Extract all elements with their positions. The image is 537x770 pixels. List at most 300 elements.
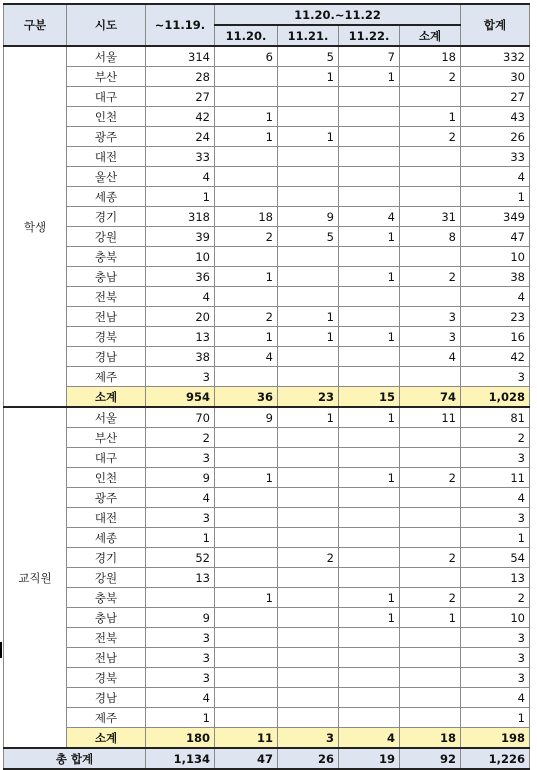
value-cell-sub: 1 xyxy=(400,608,461,628)
subtotal-cell-before: 954 xyxy=(146,387,215,408)
value-cell-d22 xyxy=(339,628,400,648)
student-row xyxy=(4,46,530,67)
region-cell: 광주 xyxy=(67,488,146,508)
value-cell-before: 9 xyxy=(146,468,215,488)
value-cell-total: 16 xyxy=(461,327,530,347)
value-cell-d20 xyxy=(215,688,278,708)
region-cell: 강원 xyxy=(67,568,146,588)
student-row xyxy=(4,107,530,127)
value-cell-d20: 2 xyxy=(215,227,278,247)
student-row xyxy=(4,367,530,387)
header-subtotal: 소계 xyxy=(400,25,461,46)
value-cell-sub xyxy=(400,628,461,648)
value-cell-total: 27 xyxy=(461,87,530,107)
grand-total-cell-d21: 26 xyxy=(278,748,339,769)
value-cell-total: 11 xyxy=(461,468,530,488)
value-cell-sub: 3 xyxy=(400,307,461,327)
value-cell-d20: 9 xyxy=(215,407,278,428)
value-cell-sub xyxy=(400,528,461,548)
value-cell-sub xyxy=(400,508,461,528)
value-cell-d21 xyxy=(278,668,339,688)
value-cell-d22 xyxy=(339,688,400,708)
value-cell-d20 xyxy=(215,668,278,688)
value-cell-before: 13 xyxy=(146,568,215,588)
value-cell-d20 xyxy=(215,367,278,387)
region-cell: 대전 xyxy=(67,147,146,167)
value-cell-d22 xyxy=(339,568,400,588)
region-cell: 경남 xyxy=(67,688,146,708)
value-cell-before: 3 xyxy=(146,668,215,688)
value-cell-total: 42 xyxy=(461,347,530,367)
value-cell-total: 1 xyxy=(461,528,530,548)
student-row xyxy=(4,127,530,147)
region-cell: 강원 xyxy=(67,227,146,247)
value-cell-d21 xyxy=(278,648,339,668)
student-row xyxy=(4,287,530,307)
value-cell-total: 30 xyxy=(461,67,530,87)
header-d20: 11.20. xyxy=(215,25,278,46)
value-cell-d22 xyxy=(339,167,400,187)
value-cell-total: 54 xyxy=(461,548,530,568)
value-cell-d20: 18 xyxy=(215,207,278,227)
header-before: ~11.19. xyxy=(146,4,215,46)
value-cell-total: 81 xyxy=(461,407,530,428)
staff-row xyxy=(4,588,530,608)
region-cell: 부산 xyxy=(67,67,146,87)
value-cell-total: 3 xyxy=(461,508,530,528)
value-cell-d20 xyxy=(215,287,278,307)
value-cell-d21 xyxy=(278,608,339,628)
value-cell-d22 xyxy=(339,107,400,127)
value-cell-before: 3 xyxy=(146,648,215,668)
value-cell-d20: 1 xyxy=(215,127,278,147)
value-cell-d21 xyxy=(278,508,339,528)
header-category: 구분 xyxy=(4,4,67,46)
value-cell-before: 3 xyxy=(146,448,215,468)
value-cell-d21 xyxy=(278,628,339,648)
covid-cases-table xyxy=(3,3,530,770)
value-cell-total: 2 xyxy=(461,428,530,448)
region-cell: 울산 xyxy=(67,167,146,187)
value-cell-total: 4 xyxy=(461,688,530,708)
value-cell-d20 xyxy=(215,528,278,548)
value-cell-d22 xyxy=(339,488,400,508)
grand-total-cell-d22: 19 xyxy=(339,748,400,769)
region-cell: 서울 xyxy=(67,407,146,428)
value-cell-d22 xyxy=(339,648,400,668)
value-cell-sub xyxy=(400,367,461,387)
region-cell: 세종 xyxy=(67,528,146,548)
value-cell-before: 3 xyxy=(146,628,215,648)
subtotal-label: 소계 xyxy=(67,387,146,408)
subtotal-cell-before: 180 xyxy=(146,728,215,749)
value-cell-d20 xyxy=(215,568,278,588)
grand-total-row xyxy=(4,748,530,769)
value-cell-d21 xyxy=(278,147,339,167)
header-region: 시도 xyxy=(67,4,146,46)
value-cell-d21: 1 xyxy=(278,127,339,147)
value-cell-sub: 3 xyxy=(400,327,461,347)
value-cell-before: 24 xyxy=(146,127,215,147)
region-cell: 충남 xyxy=(67,608,146,628)
value-cell-d22 xyxy=(339,548,400,568)
value-cell-before: 314 xyxy=(146,46,215,67)
region-cell: 제주 xyxy=(67,708,146,728)
value-cell-total: 43 xyxy=(461,107,530,127)
value-cell-d21 xyxy=(278,367,339,387)
value-cell-sub: 11 xyxy=(400,407,461,428)
subtotal-cell-d22: 4 xyxy=(339,728,400,749)
value-cell-sub: 18 xyxy=(400,46,461,67)
value-cell-sub: 2 xyxy=(400,127,461,147)
value-cell-total: 10 xyxy=(461,247,530,267)
value-cell-d22 xyxy=(339,708,400,728)
region-cell: 대구 xyxy=(67,448,146,468)
value-cell-d22 xyxy=(339,347,400,367)
table-body xyxy=(4,46,530,769)
subtotal-cell-total: 198 xyxy=(461,728,530,749)
value-cell-d21 xyxy=(278,247,339,267)
value-cell-sub: 1 xyxy=(400,107,461,127)
value-cell-d21 xyxy=(278,528,339,548)
value-cell-before: 3 xyxy=(146,508,215,528)
value-cell-d20 xyxy=(215,648,278,668)
region-cell: 충북 xyxy=(67,588,146,608)
value-cell-before: 20 xyxy=(146,307,215,327)
value-cell-d22: 1 xyxy=(339,327,400,347)
value-cell-before: 1 xyxy=(146,528,215,548)
value-cell-before: 1 xyxy=(146,187,215,207)
header-total: 합계 xyxy=(461,4,530,46)
header-d22: 11.22. xyxy=(339,25,400,46)
value-cell-sub xyxy=(400,488,461,508)
value-cell-total: 38 xyxy=(461,267,530,287)
value-cell-d21 xyxy=(278,347,339,367)
value-cell-d22 xyxy=(339,428,400,448)
value-cell-d20 xyxy=(215,167,278,187)
student-row xyxy=(4,347,530,367)
students-group-label: 학생 xyxy=(4,46,67,407)
value-cell-total: 26 xyxy=(461,127,530,147)
value-cell-total: 3 xyxy=(461,448,530,468)
value-cell-d21 xyxy=(278,167,339,187)
staff-row xyxy=(4,648,530,668)
staff-row xyxy=(4,407,530,428)
region-cell: 충북 xyxy=(67,247,146,267)
staff-row xyxy=(4,428,530,448)
value-cell-d22 xyxy=(339,127,400,147)
value-cell-d21: 9 xyxy=(278,207,339,227)
value-cell-d22 xyxy=(339,367,400,387)
value-cell-sub: 2 xyxy=(400,588,461,608)
value-cell-total: 3 xyxy=(461,367,530,387)
value-cell-sub: 8 xyxy=(400,227,461,247)
region-cell: 경북 xyxy=(67,327,146,347)
value-cell-before: 13 xyxy=(146,327,215,347)
value-cell-d22: 1 xyxy=(339,407,400,428)
value-cell-sub: 4 xyxy=(400,347,461,367)
value-cell-d21: 1 xyxy=(278,327,339,347)
value-cell-sub: 2 xyxy=(400,548,461,568)
value-cell-d20: 1 xyxy=(215,267,278,287)
staff-row xyxy=(4,708,530,728)
grand-total-cell-sub: 92 xyxy=(400,748,461,769)
value-cell-sub xyxy=(400,688,461,708)
subtotal-cell-d20: 11 xyxy=(215,728,278,749)
staff-row xyxy=(4,668,530,688)
value-cell-d20 xyxy=(215,147,278,167)
value-cell-d22 xyxy=(339,147,400,167)
student-row xyxy=(4,207,530,227)
value-cell-before: 4 xyxy=(146,488,215,508)
subtotal-cell-d21: 3 xyxy=(278,728,339,749)
table-header xyxy=(4,4,530,46)
subtotal-cell-sub: 18 xyxy=(400,728,461,749)
value-cell-sub xyxy=(400,428,461,448)
value-cell-total: 4 xyxy=(461,287,530,307)
value-cell-before: 42 xyxy=(146,107,215,127)
value-cell-before: 1 xyxy=(146,708,215,728)
staff-row xyxy=(4,608,530,628)
student-row xyxy=(4,147,530,167)
header-period: 11.20.~11.22 xyxy=(215,4,461,25)
staff-row xyxy=(4,488,530,508)
value-cell-before: 9 xyxy=(146,608,215,628)
student-row xyxy=(4,67,530,87)
value-cell-before: 3 xyxy=(146,367,215,387)
value-cell-sub xyxy=(400,167,461,187)
region-cell: 인천 xyxy=(67,107,146,127)
margin-mark xyxy=(0,642,2,658)
value-cell-sub: 31 xyxy=(400,207,461,227)
region-cell: 충남 xyxy=(67,267,146,287)
region-cell: 경북 xyxy=(67,668,146,688)
value-cell-before: 52 xyxy=(146,548,215,568)
value-cell-total: 13 xyxy=(461,568,530,588)
region-cell: 서울 xyxy=(67,46,146,67)
value-cell-d20: 2 xyxy=(215,307,278,327)
region-cell: 경기 xyxy=(67,548,146,568)
subtotal-cell-d22: 15 xyxy=(339,387,400,408)
value-cell-before: 4 xyxy=(146,287,215,307)
grand-total-cell-total: 1,226 xyxy=(461,748,530,769)
value-cell-d22: 1 xyxy=(339,588,400,608)
value-cell-sub xyxy=(400,247,461,267)
region-cell: 세종 xyxy=(67,187,146,207)
staff-row xyxy=(4,448,530,468)
value-cell-d20: 4 xyxy=(215,347,278,367)
value-cell-d21 xyxy=(278,708,339,728)
staff-row xyxy=(4,628,530,648)
value-cell-d20 xyxy=(215,448,278,468)
region-cell: 전북 xyxy=(67,287,146,307)
region-cell: 대전 xyxy=(67,508,146,528)
value-cell-d20 xyxy=(215,548,278,568)
value-cell-d22 xyxy=(339,287,400,307)
region-cell: 경기 xyxy=(67,207,146,227)
value-cell-d21 xyxy=(278,468,339,488)
value-cell-sub xyxy=(400,448,461,468)
value-cell-total: 332 xyxy=(461,46,530,67)
value-cell-before: 318 xyxy=(146,207,215,227)
region-cell: 인천 xyxy=(67,468,146,488)
student-row xyxy=(4,247,530,267)
value-cell-sub xyxy=(400,187,461,207)
value-cell-d20 xyxy=(215,247,278,267)
staff-row xyxy=(4,468,530,488)
value-cell-before: 38 xyxy=(146,347,215,367)
value-cell-d22 xyxy=(339,187,400,207)
subtotal-cell-d20: 36 xyxy=(215,387,278,408)
value-cell-before: 4 xyxy=(146,167,215,187)
value-cell-d20 xyxy=(215,628,278,648)
value-cell-sub: 2 xyxy=(400,267,461,287)
value-cell-before: 33 xyxy=(146,147,215,167)
value-cell-d22 xyxy=(339,448,400,468)
value-cell-sub xyxy=(400,708,461,728)
value-cell-d22 xyxy=(339,307,400,327)
region-cell: 제주 xyxy=(67,367,146,387)
value-cell-sub xyxy=(400,147,461,167)
value-cell-d21: 1 xyxy=(278,307,339,327)
staff-subtotal-row xyxy=(4,728,530,749)
value-cell-d22: 1 xyxy=(339,227,400,247)
subtotal-cell-total: 1,028 xyxy=(461,387,530,408)
student-row xyxy=(4,187,530,207)
value-cell-total: 4 xyxy=(461,167,530,187)
value-cell-d21 xyxy=(278,267,339,287)
value-cell-d22: 7 xyxy=(339,46,400,67)
value-cell-total: 1 xyxy=(461,187,530,207)
value-cell-total: 10 xyxy=(461,608,530,628)
grand-total-cell-before: 1,134 xyxy=(146,748,215,769)
region-cell: 전남 xyxy=(67,307,146,327)
value-cell-total: 2 xyxy=(461,588,530,608)
value-cell-total: 3 xyxy=(461,668,530,688)
stats-table-container xyxy=(3,3,530,770)
grand-total-cell-d20: 47 xyxy=(215,748,278,769)
student-row xyxy=(4,267,530,287)
region-cell: 광주 xyxy=(67,127,146,147)
value-cell-d20: 1 xyxy=(215,588,278,608)
value-cell-sub: 2 xyxy=(400,468,461,488)
student-row xyxy=(4,327,530,347)
grand-total-label: 총 합계 xyxy=(4,748,146,769)
student-row xyxy=(4,87,530,107)
value-cell-sub xyxy=(400,568,461,588)
value-cell-d21 xyxy=(278,287,339,307)
value-cell-d20 xyxy=(215,67,278,87)
value-cell-total: 1 xyxy=(461,708,530,728)
value-cell-d21 xyxy=(278,588,339,608)
value-cell-d20: 6 xyxy=(215,46,278,67)
value-cell-d22: 1 xyxy=(339,267,400,287)
value-cell-before: 4 xyxy=(146,688,215,708)
value-cell-before: 2 xyxy=(146,428,215,448)
value-cell-before: 39 xyxy=(146,227,215,247)
subtotal-cell-sub: 74 xyxy=(400,387,461,408)
value-cell-before xyxy=(146,588,215,608)
value-cell-d22 xyxy=(339,668,400,688)
region-cell: 전북 xyxy=(67,628,146,648)
value-cell-sub xyxy=(400,287,461,307)
value-cell-total: 23 xyxy=(461,307,530,327)
value-cell-d21 xyxy=(278,428,339,448)
value-cell-before: 36 xyxy=(146,267,215,287)
value-cell-d21 xyxy=(278,688,339,708)
value-cell-total: 3 xyxy=(461,628,530,648)
subtotal-cell-d21: 23 xyxy=(278,387,339,408)
value-cell-d20 xyxy=(215,488,278,508)
value-cell-d20 xyxy=(215,508,278,528)
value-cell-d21 xyxy=(278,187,339,207)
region-cell: 부산 xyxy=(67,428,146,448)
value-cell-d20 xyxy=(215,187,278,207)
value-cell-d22: 1 xyxy=(339,468,400,488)
value-cell-d21: 5 xyxy=(278,227,339,247)
students-subtotal-row xyxy=(4,387,530,408)
student-row xyxy=(4,307,530,327)
staff-group-label: 교직원 xyxy=(4,407,67,748)
value-cell-d22: 1 xyxy=(339,67,400,87)
value-cell-d22 xyxy=(339,508,400,528)
value-cell-total: 3 xyxy=(461,648,530,668)
value-cell-d21 xyxy=(278,568,339,588)
staff-row xyxy=(4,548,530,568)
value-cell-before: 27 xyxy=(146,87,215,107)
value-cell-d21 xyxy=(278,107,339,127)
value-cell-d20 xyxy=(215,708,278,728)
value-cell-before: 10 xyxy=(146,247,215,267)
value-cell-sub xyxy=(400,648,461,668)
value-cell-d22 xyxy=(339,87,400,107)
region-cell: 전남 xyxy=(67,648,146,668)
value-cell-before: 28 xyxy=(146,67,215,87)
value-cell-d22: 4 xyxy=(339,207,400,227)
value-cell-d22: 1 xyxy=(339,608,400,628)
value-cell-sub xyxy=(400,668,461,688)
value-cell-d20 xyxy=(215,87,278,107)
staff-row xyxy=(4,688,530,708)
subtotal-label: 소계 xyxy=(67,728,146,749)
value-cell-total: 33 xyxy=(461,147,530,167)
value-cell-d21: 2 xyxy=(278,548,339,568)
value-cell-total: 4 xyxy=(461,488,530,508)
value-cell-d21: 1 xyxy=(278,67,339,87)
staff-row xyxy=(4,568,530,588)
value-cell-d20: 1 xyxy=(215,468,278,488)
value-cell-d21: 5 xyxy=(278,46,339,67)
value-cell-before: 70 xyxy=(146,407,215,428)
staff-row xyxy=(4,528,530,548)
value-cell-d22 xyxy=(339,247,400,267)
value-cell-d21 xyxy=(278,87,339,107)
value-cell-d21 xyxy=(278,448,339,468)
value-cell-d20 xyxy=(215,608,278,628)
value-cell-d21: 1 xyxy=(278,407,339,428)
value-cell-d20: 1 xyxy=(215,327,278,347)
value-cell-sub: 2 xyxy=(400,67,461,87)
region-cell: 경남 xyxy=(67,347,146,367)
value-cell-d20: 1 xyxy=(215,107,278,127)
value-cell-sub xyxy=(400,87,461,107)
header-d21: 11.21. xyxy=(278,25,339,46)
value-cell-d21 xyxy=(278,488,339,508)
value-cell-d20 xyxy=(215,428,278,448)
value-cell-total: 349 xyxy=(461,207,530,227)
value-cell-total: 47 xyxy=(461,227,530,247)
value-cell-d22 xyxy=(339,528,400,548)
